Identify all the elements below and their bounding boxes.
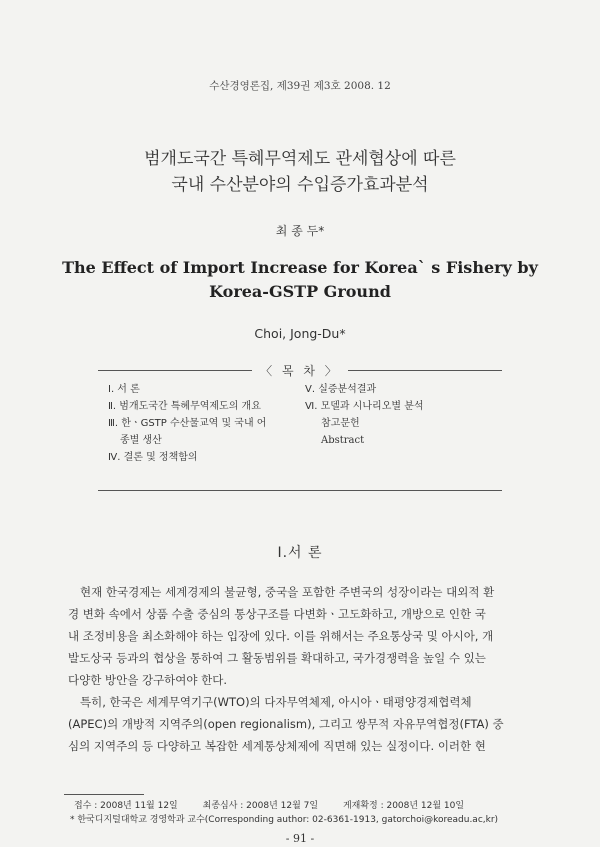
body-line: 다양한 방안을 강구하여야 한다. (68, 673, 228, 687)
toc-item: Ⅵ. 모델과 시나리오별 분석 (305, 401, 424, 412)
body-line: (APEC)의 개방적 지역주의(open regionalism), 그리고 쌍무적 자유무역협정(FTA) 중 (68, 717, 504, 731)
body-paragraphs (68, 581, 534, 757)
received-date: 접수 : 2008년 11월 12일 (74, 801, 178, 811)
toc-item: 참고문헌 (321, 418, 360, 429)
toc-item: Abstract (321, 435, 365, 446)
korean-author: 최 종 두* (275, 224, 325, 238)
toc-item: Ⅳ. 결론 및 정책함의 (108, 452, 198, 463)
toc-heading-label: 〈 목 차 〉 (252, 364, 348, 378)
section-heading: Ⅰ.서 론 (277, 545, 323, 561)
footnote-dates (74, 798, 486, 811)
journal-header: 수산경영론집, 제39권 제3호 2008. 12 (209, 80, 391, 92)
toc-item: Ⅴ. 실증분석결과 (305, 384, 377, 395)
page-number: - 91 - (285, 832, 315, 845)
english-title-line-2: Korea-GSTP Ground (209, 282, 391, 301)
toc-heading (0, 362, 600, 379)
english-author: Choi, Jong-Du* (254, 326, 346, 341)
toc-item: Ⅱ. 범개도국간 특혜무역제도의 개요 (108, 401, 261, 412)
confirmed-date: 게재확정 : 2008년 12월 10일 (342, 801, 465, 811)
toc-bottom-rule (98, 490, 502, 491)
toc-item: Ⅰ. 서 론 (108, 384, 140, 395)
english-title-line-1: The Effect of Import Increase for Korea` s Fishery by (62, 258, 538, 277)
author-affiliation-footnote: * 한국디지털대학교 경영학과 교수(Corresponding author: 02-6361-1913, gatorchoi@koreadu.ac,kr) (70, 815, 499, 825)
body-line: 심의 지역주의 등 다양하고 복잡한 세계통상체제에 직면해 있는 실정이다. 이러한 현 (68, 739, 486, 753)
body-line: 특히, 한국은 세계무역기구(WTO)의 다자무역체제, 아시아ㆍ태평양경제협력체 (80, 695, 472, 709)
toc-item-continuation: 종별 생산 (120, 435, 162, 446)
toc-right-column (305, 381, 500, 449)
korean-title (0, 146, 600, 198)
footnote-rule (64, 794, 144, 795)
toc-left-column (108, 381, 298, 466)
korean-title-line-1: 범개도국간 특혜무역제도 관세협상에 따른 (144, 149, 456, 169)
body-line: 발도상국 등과의 협상을 통하여 그 활동범위를 확대하고, 국가경쟁력을 높일 수 있는 (68, 651, 486, 665)
body-line: 내 조정비용을 최소화해야 하는 입장에 있다. 이를 위해서는 주요통상국 및 아시아, 개 (68, 629, 494, 643)
toc-item: Ⅲ. 한ㆍGSTP 수산물교역 및 국내 어 (108, 418, 267, 429)
korean-title-line-2: 국내 수산분야의 수입증가효과분석 (171, 175, 429, 195)
review-date: 최종심사 : 2008년 12월 7일 (202, 801, 319, 811)
body-line: 현재 한국경제는 세계경제의 불균형, 중국을 포함한 주변국의 성장이라는 대외적 환 (80, 585, 495, 599)
body-line: 경 변화 속에서 상품 수출 중심의 통상구조를 다변화ㆍ고도화하고, 개방으로 인한 국 (68, 607, 486, 621)
english-title (0, 256, 600, 304)
